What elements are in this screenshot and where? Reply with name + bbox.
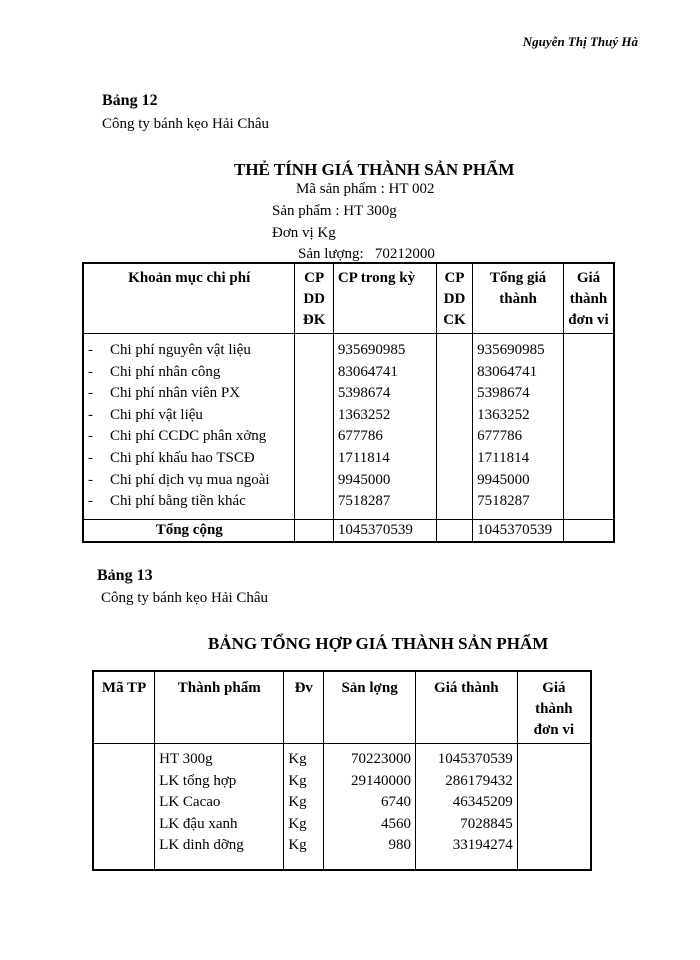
cell [295,470,333,492]
cell [563,362,614,384]
cell [563,334,614,362]
cell: LK đậu xanh [155,814,284,836]
cell: 6740 [324,792,416,814]
cell: 5398674 [473,383,564,405]
col-header-unit-cost: Giá thành đơn vi [517,671,591,744]
table-row [83,448,614,470]
cell [517,744,591,771]
table-row [83,426,614,448]
col-header-item: Khoản mục chi phí [83,263,295,334]
cell [93,792,155,814]
product-name: Sản phẩm : HT 300g [272,203,397,219]
cell [563,426,614,448]
cell [295,426,333,448]
cell: 7518287 [473,491,564,519]
cost-item: - Chi phí dịch vụ mua ngoài [83,470,295,492]
cell: 7028845 [415,814,517,836]
col-header-product: Thành phẩm [155,671,284,744]
table13-company: Công ty bánh kẹo Hải Châu [101,590,269,606]
cell: 4560 [324,814,416,836]
product-code: Mã sản phẩm : HT 002 [296,181,435,197]
table-row [83,383,614,405]
cell [436,362,472,384]
table-header-row [93,671,591,744]
table-row [83,470,614,492]
table-row [83,334,614,362]
table-row [93,744,591,771]
cost-item: - Chi phí nhân viên PX [83,383,295,405]
cell [563,448,614,470]
cell: LK tổng hợp [155,771,284,793]
cell [436,334,472,362]
cell: 1045370539 [415,744,517,771]
cell [295,334,333,362]
cell [563,470,614,492]
cell: 83064741 [473,362,564,384]
cell [295,362,333,384]
cell: 286179432 [415,771,517,793]
cell: 677786 [473,426,564,448]
author-name: Nguyễn Thị Thuý Hà [522,34,638,49]
cell: 83064741 [333,362,436,384]
cost-item: - Chi phí bằng tiền khác [83,491,295,519]
col-header-total: Tổng giá thành [473,263,564,334]
cell [295,383,333,405]
cell: LK dinh dỡng [155,835,284,870]
cell: 70223000 [324,744,416,771]
cell [563,519,614,542]
cell [517,835,591,870]
table13-label: Bảng 13 [97,567,153,584]
table-row [93,792,591,814]
total-cp-ky: 1045370539 [333,519,436,542]
cost-item: - Chi phí CCDC phân xởng [83,426,295,448]
summary-table [92,670,592,871]
cell [93,814,155,836]
col-header-cp-dk: CP DD ĐK [295,263,333,334]
cell: 1363252 [333,405,436,427]
cell [93,771,155,793]
cell [93,744,155,771]
cell: 7518287 [333,491,436,519]
cell [295,405,333,427]
cell: LK Cacao [155,792,284,814]
col-header-unit-price: Giá thành đơn vi [563,263,614,334]
table13-title: BẢNG TỔNG HỢP GIÁ THÀNH SẢN PHẨM [208,634,549,653]
table12-label: Bảng 12 [102,92,158,109]
cell [563,383,614,405]
cell: 1711814 [473,448,564,470]
col-header-unit: Đv [284,671,324,744]
total-label: Tổng cộng [83,519,295,542]
cell: Kg [284,744,324,771]
cost-item: - Chi phí nhân công [83,362,295,384]
table-row [93,814,591,836]
cell [295,491,333,519]
cell [295,448,333,470]
output-value: 70212000 [374,246,435,262]
cell [436,448,472,470]
cell: 5398674 [333,383,436,405]
cost-card-table [82,262,615,543]
col-header-code: Mã TP [93,671,155,744]
output-label: Sản lượng: [298,246,364,262]
cell: HT 300g [155,744,284,771]
cell: Kg [284,792,324,814]
col-header-cost: Giá thành [415,671,517,744]
col-header-cp-ck: CP DD CK [436,263,472,334]
total-row [83,519,614,542]
product-output [298,246,435,263]
cell [436,405,472,427]
cell [436,426,472,448]
table-row [93,835,591,870]
cell: Kg [284,771,324,793]
cell [563,405,614,427]
cell: 1363252 [473,405,564,427]
table-row [83,405,614,427]
cell [295,519,333,542]
cell: Kg [284,835,324,870]
total-cost: 1045370539 [473,519,564,542]
cell: 9945000 [333,470,436,492]
cell: 29140000 [324,771,416,793]
col-header-qty: Sản lợng [324,671,416,744]
cost-item: - Chi phí nguyên vật liệu [83,334,295,362]
cell [93,835,155,870]
cell [436,519,472,542]
cell: 935690985 [473,334,564,362]
cell [436,383,472,405]
cell [563,491,614,519]
cost-item: - Chi phí khấu hao TSCĐ [83,448,295,470]
cell [517,771,591,793]
table-row [93,771,591,793]
table-header-row [83,263,614,334]
table12-company: Công ty bánh kẹo Hải Châu [102,116,270,132]
table12-title: THẺ TÍNH GIÁ THÀNH SẢN PHẨM [234,160,515,179]
table-row [83,491,614,519]
cell: Kg [284,814,324,836]
cell [517,814,591,836]
product-unit: Đơn vị Kg [272,225,336,241]
cost-item: - Chi phí vật liệu [83,405,295,427]
cell [436,491,472,519]
cell: 9945000 [473,470,564,492]
cell: 677786 [333,426,436,448]
cell: 33194274 [415,835,517,870]
cell [436,470,472,492]
cell: 1711814 [333,448,436,470]
cell: 980 [324,835,416,870]
cell [517,792,591,814]
table-row [83,362,614,384]
cell: 46345209 [415,792,517,814]
col-header-cp-ky: CP trong kỳ [333,263,436,334]
cell: 935690985 [333,334,436,362]
